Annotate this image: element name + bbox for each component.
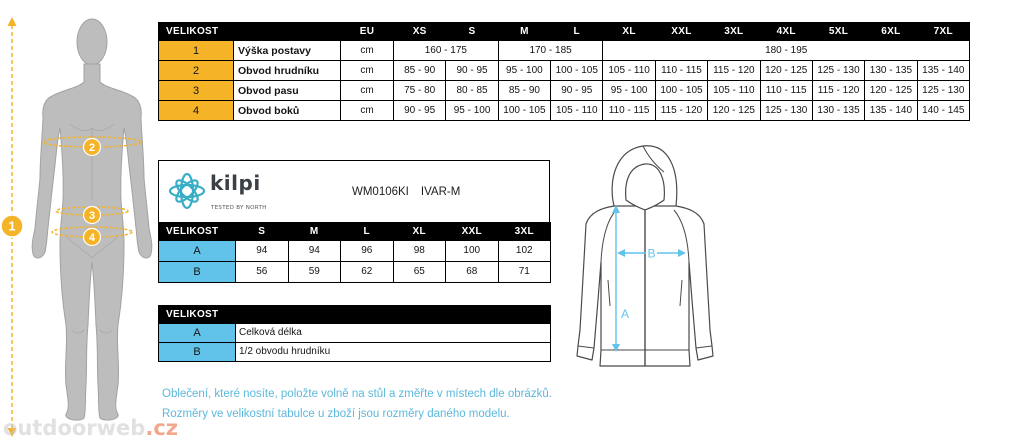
row-number-badge: 1 <box>159 41 234 61</box>
table-row-length <box>159 241 551 262</box>
size-range-cell: 180 - 195 <box>603 41 970 61</box>
size-range-cell: 105 - 110 <box>708 81 760 101</box>
header-size-l: L <box>341 223 394 241</box>
size-range-cell: 100 - 105 <box>655 81 707 101</box>
size-range-cell: 125 - 130 <box>812 61 864 81</box>
row-number-badge: 4 <box>159 101 234 121</box>
size-range-cell: 90 - 95 <box>394 101 446 121</box>
marker-hips-label: 4 <box>88 232 96 244</box>
row-letter-badge: B <box>159 262 236 283</box>
unit-cell: cm <box>341 101 394 121</box>
size-range-cell: 125 - 130 <box>917 81 969 101</box>
note-line: Oblečení, které nosíte, položte volně na stůl a změřte v místech dle obrázků. <box>162 388 552 400</box>
size-range-cell: 125 - 130 <box>760 101 812 121</box>
size-range-cell: 115 - 120 <box>655 101 707 121</box>
header-size-6xl: 6XL <box>865 23 917 41</box>
size-range-cell: 135 - 140 <box>865 101 917 121</box>
marker-chest-label: 2 <box>88 142 96 154</box>
size-range-cell: 100 - 105 <box>551 61 603 81</box>
size-range-cell: 85 - 90 <box>394 61 446 81</box>
marker-waist <box>84 207 101 224</box>
size-range-cell: 115 - 120 <box>812 81 864 101</box>
table-row-waist <box>159 81 970 101</box>
header-size-3xl: 3XL <box>498 223 551 241</box>
size-range-cell: 120 - 125 <box>865 81 917 101</box>
row-number-badge: 2 <box>159 61 234 81</box>
jacket-outline <box>565 138 725 374</box>
marker-chest <box>84 139 101 156</box>
size-range-cell: 95 - 100 <box>498 61 550 81</box>
row-letter-badge: A <box>159 324 236 343</box>
table-header-row <box>159 223 551 241</box>
measure-value-cell: 59 <box>288 262 341 283</box>
row-letter-badge: A <box>159 241 236 262</box>
size-range-cell: 140 - 145 <box>917 101 969 121</box>
note-line: Rozměry ve velikostní tabulce u zboží jsou rozměry daného modelu. <box>162 408 510 420</box>
size-range-cell: 110 - 115 <box>655 61 707 81</box>
size-range-cell: 90 - 95 <box>446 61 498 81</box>
product-header-box <box>158 160 550 222</box>
product-model: IVAR-M <box>420 186 461 198</box>
size-range-cell: 130 - 135 <box>812 101 864 121</box>
size-range-cell: 100 - 105 <box>498 101 550 121</box>
size-range-cell: 170 - 185 <box>498 41 603 61</box>
header-size-label: VELIKOST <box>159 223 236 241</box>
measurement-label: Obvod boků <box>234 101 341 121</box>
row-letter-badge: B <box>159 343 236 362</box>
table-header-row <box>159 306 551 324</box>
legend-description: 1/2 obvodu hrudníku <box>236 343 551 362</box>
human-body-figure <box>0 0 180 443</box>
measure-value-cell: 62 <box>341 262 394 283</box>
unit-cell: cm <box>341 61 394 81</box>
size-range-cell: 120 - 125 <box>708 101 760 121</box>
size-range-cell: 110 - 115 <box>603 101 655 121</box>
brand-logo-text: kilpi <box>210 171 261 195</box>
header-size-s: S <box>236 223 289 241</box>
measurement-legend-table <box>158 305 551 362</box>
body-size-table <box>158 22 970 121</box>
measure-value-cell: 96 <box>341 241 394 262</box>
arrow-b-label: B <box>647 246 656 261</box>
measure-value-cell: 100 <box>446 241 499 262</box>
size-range-cell: 115 - 120 <box>708 61 760 81</box>
header-size-xl: XL <box>603 23 655 41</box>
header-size-4xl: 4XL <box>760 23 812 41</box>
measurement-notes <box>162 384 552 424</box>
brand-tagline: TESTED BY NORTH <box>211 205 267 211</box>
header-size-m: M <box>288 223 341 241</box>
size-range-cell: 130 - 135 <box>865 61 917 81</box>
size-range-cell: 95 - 100 <box>603 81 655 101</box>
measure-value-cell: 102 <box>498 241 551 262</box>
header-size-label: VELIKOST <box>159 23 341 41</box>
measurement-label: Obvod hrudníku <box>234 61 341 81</box>
garment-size-table <box>158 222 551 283</box>
table-row-hips <box>159 101 970 121</box>
header-size-xs: XS <box>394 23 446 41</box>
header-size-xxl: XXL <box>655 23 707 41</box>
product-identifier <box>352 185 460 199</box>
legend-description: Celková délka <box>236 324 551 343</box>
marker-waist-label: 3 <box>88 210 96 222</box>
header-size-xl: XL <box>393 223 446 241</box>
measure-value-cell: 68 <box>446 262 499 283</box>
measure-value-cell: 56 <box>236 262 289 283</box>
kilpi-knot-icon <box>167 169 207 213</box>
header-unit-label: EU <box>341 23 394 41</box>
header-size-7xl: 7XL <box>917 23 969 41</box>
marker-hips <box>84 229 101 246</box>
marker-height-label: 1 <box>8 218 16 234</box>
size-range-cell: 105 - 110 <box>551 101 603 121</box>
size-range-cell: 90 - 95 <box>551 81 603 101</box>
legend-row-b <box>159 343 551 362</box>
arrow-a-label: A <box>621 307 630 321</box>
header-size-3xl: 3XL <box>708 23 760 41</box>
measure-value-cell: 98 <box>393 241 446 262</box>
measurement-label: Výška postavy <box>234 41 341 61</box>
table-row-half-chest <box>159 262 551 283</box>
product-code: WM0106KI <box>352 186 409 198</box>
unit-cell: cm <box>341 41 394 61</box>
site-watermark <box>3 416 178 440</box>
header-size-xxl: XXL <box>446 223 499 241</box>
measure-value-cell: 94 <box>288 241 341 262</box>
watermark-name: outdoorweb <box>3 416 146 440</box>
size-range-cell: 110 - 115 <box>760 81 812 101</box>
watermark-tld: .cz <box>145 416 178 440</box>
table-header-row <box>159 23 970 41</box>
measure-value-cell: 71 <box>498 262 551 283</box>
header-size-5xl: 5XL <box>812 23 864 41</box>
size-range-cell: 75 - 80 <box>394 81 446 101</box>
size-range-cell: 85 - 90 <box>498 81 550 101</box>
size-range-cell: 105 - 110 <box>603 61 655 81</box>
size-range-cell: 80 - 85 <box>446 81 498 101</box>
header-size-s: S <box>446 23 498 41</box>
header-size-m: M <box>498 23 550 41</box>
header-size-l: L <box>551 23 603 41</box>
legend-row-a <box>159 324 551 343</box>
table-row-chest <box>159 61 970 81</box>
size-range-cell: 135 - 140 <box>917 61 969 81</box>
size-range-cell: 120 - 125 <box>760 61 812 81</box>
measure-value-cell: 65 <box>393 262 446 283</box>
row-number-badge: 3 <box>159 81 234 101</box>
size-range-cell: 160 - 175 <box>394 41 499 61</box>
unit-cell: cm <box>341 81 394 101</box>
measure-value-cell: 94 <box>236 241 289 262</box>
marker-height <box>1 215 23 237</box>
header-size-label: VELIKOST <box>159 306 551 324</box>
size-range-cell: 95 - 100 <box>446 101 498 121</box>
measurement-label: Obvod pasu <box>234 81 341 101</box>
table-row-body-height <box>159 41 970 61</box>
